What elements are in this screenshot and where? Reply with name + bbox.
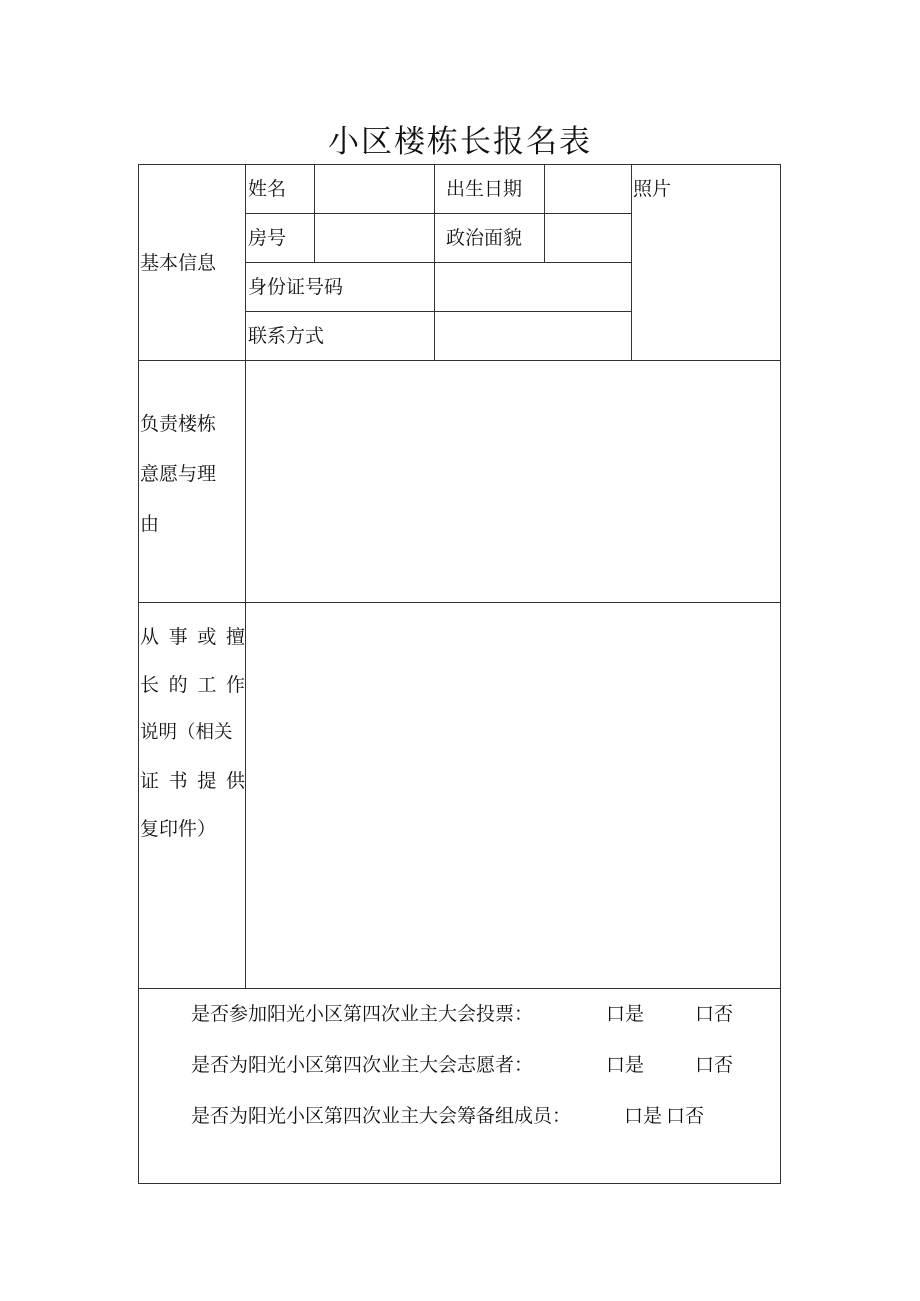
question-text: 是否参加阳光小区第四次业主大会投票： (191, 1003, 534, 1025)
willingness-label-line: 负责楼栋 (140, 413, 217, 435)
photo-label: 照片 (633, 178, 672, 200)
id-number-label: 身份证号码 (248, 276, 344, 298)
question-text: 是否为阳光小区第四次业主大会志愿者： (191, 1054, 534, 1076)
politics-label: 政治面貌 (446, 227, 523, 249)
work-label-char: 提 (197, 770, 217, 792)
border-right (780, 164, 781, 1184)
border-left (138, 164, 139, 1184)
page-title: 小区楼栋长报名表 (328, 124, 592, 160)
question-text: 是否为阳光小区第四次业主大会筹备组成员： (191, 1105, 572, 1127)
option-yes[interactable]: 口是 (624, 1105, 663, 1127)
column-divider (314, 164, 315, 262)
option-no[interactable]: 口否 (666, 1105, 705, 1127)
work-label-line (140, 766, 245, 793)
row-divider (245, 262, 631, 263)
birth-date-label: 出生日期 (446, 178, 523, 200)
option-no[interactable]: 口否 (695, 1054, 734, 1076)
work-label-char: 工 (197, 674, 217, 696)
row-divider (138, 988, 781, 989)
willingness-label-line: 由 (140, 513, 160, 535)
work-label-char: 书 (168, 770, 188, 792)
willingness-label-line: 意愿与理 (140, 463, 217, 485)
work-label-line: 说明（相关 (140, 722, 233, 743)
basic-info-label: 基本信息 (140, 252, 217, 274)
name-label: 姓名 (248, 178, 287, 200)
work-label-char: 供 (225, 770, 245, 792)
work-label-char: 作 (225, 674, 245, 696)
option-no[interactable]: 口否 (695, 1003, 734, 1025)
row-divider (245, 311, 631, 312)
work-label-char: 事 (168, 626, 188, 648)
column-divider (245, 164, 246, 989)
room-label: 房号 (248, 227, 287, 249)
row-divider (138, 360, 781, 361)
column-divider (631, 164, 632, 360)
work-label-char: 或 (197, 626, 217, 648)
work-label-line (140, 622, 245, 649)
column-divider (544, 164, 545, 262)
row-divider (245, 213, 631, 214)
work-label-char: 擅 (225, 626, 245, 648)
row-divider (138, 602, 781, 603)
border-top (138, 164, 781, 165)
work-label-char: 的 (168, 674, 188, 696)
option-yes[interactable]: 口是 (606, 1003, 645, 1025)
column-divider (434, 164, 435, 360)
option-yes[interactable]: 口是 (606, 1054, 645, 1076)
work-label-line: 复印件） (140, 818, 217, 840)
work-label-char: 从 (140, 626, 160, 648)
work-label-char: 长 (140, 674, 160, 696)
work-label-line (140, 670, 245, 697)
border-bottom (138, 1183, 781, 1184)
work-label-char: 证 (140, 770, 160, 792)
contact-label: 联系方式 (248, 325, 325, 347)
